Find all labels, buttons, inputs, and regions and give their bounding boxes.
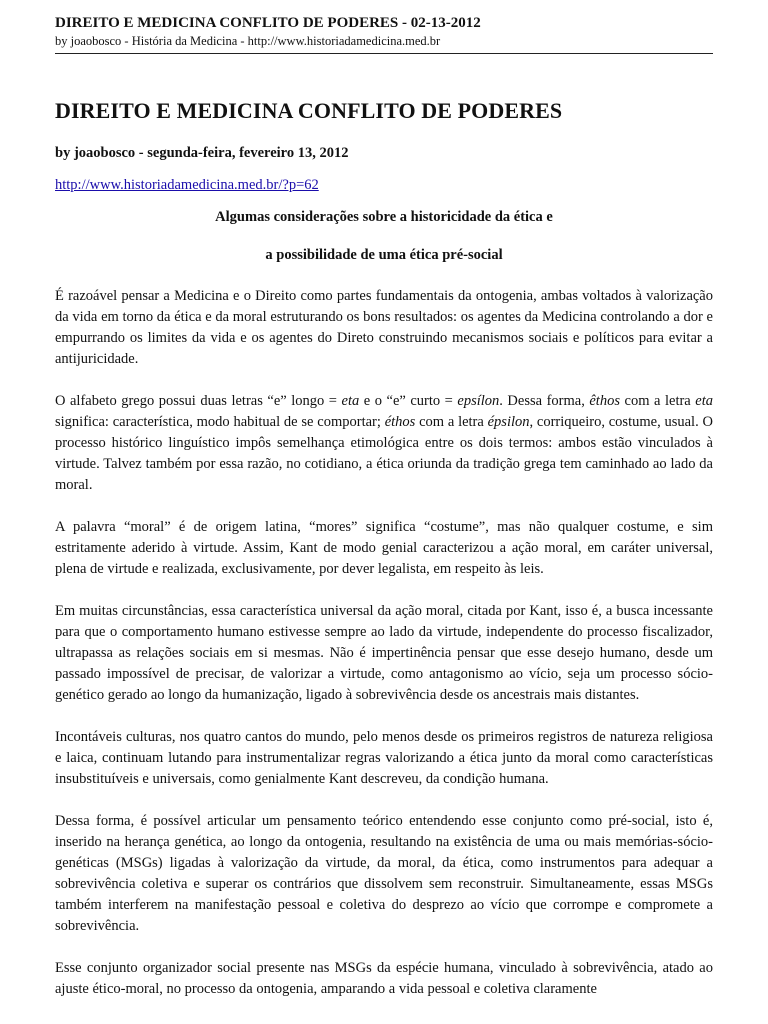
italic-term: épsilon (487, 414, 530, 430)
body-paragraph (55, 391, 713, 496)
paragraph-text: com a letra (415, 414, 488, 430)
paragraph-text: Dessa forma, é possível articular um pensamento teórico entendendo esse conjunto como pré-social, isto é, inserido na herança genética, ao longo da ontogenia, resultando na existência de uma ou mais memórias-sócio-genéticas (MSGs) ligadas à valorização da virtude, da moral, da ética, como instrumentos para adequar a sobrevivência coletiva e superar os contrários que dissolvem sem reconstruir. Simultaneamente, essas MSGs também interferem na manifestação pessoal e coletiva do desprezo ao vício que corrompe e compromete a sobrevivência. (55, 813, 713, 934)
paragraph-text: Esse conjunto organizador social presente nas MSGs da espécie humana, vinculado à sobrevivência, atado ao ajuste ético-moral, no processo da ontogenia, amparando a vida pessoal e coletiva claramente (55, 960, 713, 997)
body-paragraph (55, 286, 713, 370)
italic-term: eta (695, 393, 713, 409)
subtitle-line-1: Algumas considerações sobre a historicidade da ética e (215, 209, 553, 225)
document-page (55, 14, 713, 1021)
subtitle-line-2: a possibilidade de uma ética pré-social (265, 247, 503, 263)
paragraph-text: Em muitas circunstâncias, essa característica universal da ação moral, citada por Kant, isso é, a busca incessante para que o comportamento humano estivesse sempre ao lado da virtude, independente do processo fiscalizador, ultrapassa as relações sociais em si mesmas. Não é impertinência pensar que esse desejo humano, desde um passado impossível de precisar, de valorizar a virtude, como antagonismo ao vício, seja um processo sócio-genético gerado ao longo da humanização, ligado à sobrevivência desde os ancestrais mais distantes. (55, 603, 713, 703)
paragraph-text: A palavra “moral” é de origem latina, “mores” significa “costume”, mas não qualquer costume, e sim estritamente aderido à virtude. Assim, Kant de modo genial caracterizou a ação moral, em caráter universal, plena de virtude e realizada, exclusivamente, por dever legalista, em respeito às leis. (55, 519, 713, 577)
italic-term: epsílon (457, 393, 500, 409)
italic-term: êthos (589, 393, 620, 409)
paragraph-text: É razoável pensar a Medicina e o Direito como partes fundamentais da ontogenia, ambas voltados à valorização da vida em torno da ética e da moral estruturando os bons resultados: os agentes da Medicina controlando a dor e empurrando os limites da vida e os agentes do Direto construindo mecanismos sociais e políticos para evitar a antijuricidade. (55, 288, 713, 367)
body-paragraph (55, 517, 713, 580)
paragraph-text: com a letra (619, 393, 696, 409)
paragraph-text: O alfabeto grego possui duas letras “e” longo = (55, 393, 342, 409)
running-header-byline: by joaobosco - História da Medicina - http://www.historiadamedicina.med.br (55, 34, 441, 48)
italic-term: éthos (384, 414, 416, 430)
header-divider (55, 53, 713, 54)
paragraph-text: Incontáveis culturas, nos quatro cantos do mundo, pelo menos desde os primeiros registros de natureza religiosa e laica, continuam lutando para instrumentalizar regras valorizando a ética junto da moral como características insubstituíveis e universais, como genialmente Kant descreveu, da condição humana. (55, 729, 713, 787)
italic-term: eta (341, 393, 360, 409)
body-paragraph (55, 727, 713, 790)
body-paragraph (55, 601, 713, 706)
article-body (55, 286, 713, 1000)
running-header-title: DIREITO E MEDICINA CONFLITO DE PODERES - 02-13-2012 (55, 15, 481, 31)
paragraph-text: significa: característica, modo habitual de se comportar; (55, 414, 385, 430)
article-title: DIREITO E MEDICINA CONFLITO DE PODERES (55, 98, 563, 123)
article-byline: by joaobosco - segunda-feira, fevereiro 13, 2012 (55, 145, 349, 161)
paragraph-text: , corriqueiro, costume, usual. O processo histórico linguístico impôs semelhança etimológica entre os dois termos: ambos estão vinculados à virtude. Talvez também por essa razão, no cotidiano, a ética oriunda da tradição grega tem caminhado ao lado da moral. (55, 414, 713, 493)
running-header (55, 14, 713, 54)
post-link-container (55, 176, 713, 194)
post-link[interactable]: http://www.historiadamedicina.med.br/?p=62 (55, 177, 319, 193)
body-paragraph (55, 958, 713, 1000)
body-paragraph (55, 811, 713, 937)
paragraph-text: . Dessa forma, (499, 393, 590, 409)
paragraph-text: e o “e” curto = (359, 393, 458, 409)
